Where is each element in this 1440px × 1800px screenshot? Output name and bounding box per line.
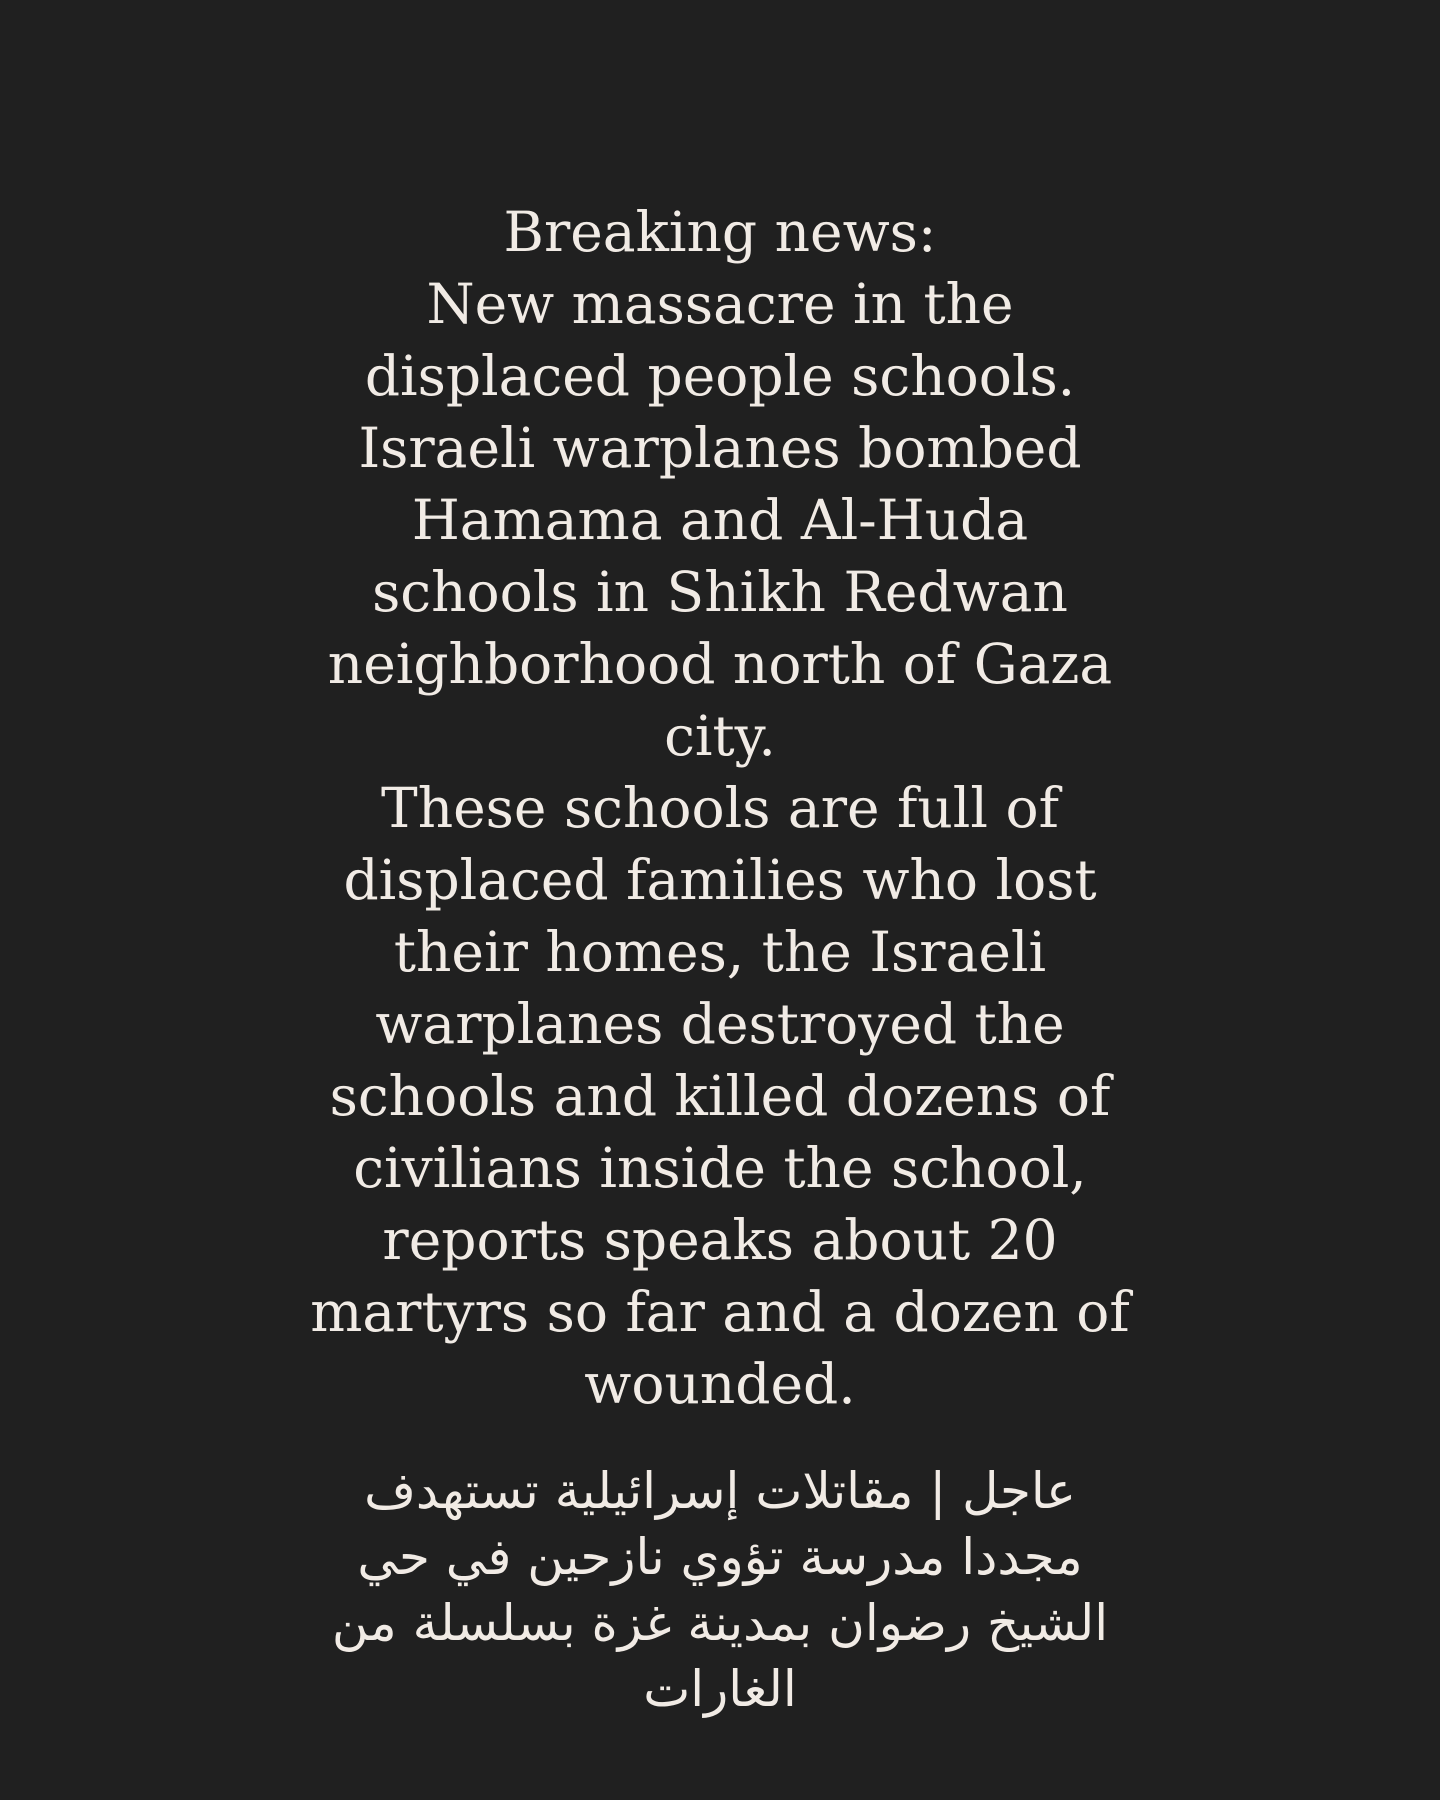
english-line: city. [664,704,776,768]
english-line: schools and killed dozens of [329,1064,1111,1128]
english-line: wounded. [584,1352,856,1416]
english-line: Israeli warplanes bombed [358,416,1082,480]
english-line: displaced people schools. [364,344,1076,408]
english-news-text [290,196,1150,1420]
english-line: their homes, the Israeli [393,920,1047,984]
english-line: martyrs so far and a dozen of [310,1280,1130,1344]
english-line: schools in Shikh Redwan [372,560,1068,624]
arabic-line: مجددا مدرسة تؤوي نازحين في حي [357,1528,1083,1586]
arabic-line: عاجل | مقاتلات إسرائيلية تستهدف [364,1462,1076,1520]
english-line: New massacre in the [426,272,1014,336]
english-line: warplanes destroyed the [375,992,1065,1056]
english-line: Hamama and Al-Huda [411,488,1029,552]
english-line: These schools are full of [381,776,1059,840]
arabic-line: الشيخ رضوان بمدينة غزة بسلسلة من [331,1594,1109,1652]
english-line: displaced families who lost [343,848,1097,912]
english-line: Breaking news: [503,200,937,264]
arabic-line: الغارات [643,1660,797,1718]
english-line: reports speaks about 20 [382,1208,1058,1272]
arabic-news-text [290,1458,1150,1722]
english-line: neighborhood north of Gaza [327,632,1113,696]
english-line: civilians inside the school, [353,1136,1087,1200]
